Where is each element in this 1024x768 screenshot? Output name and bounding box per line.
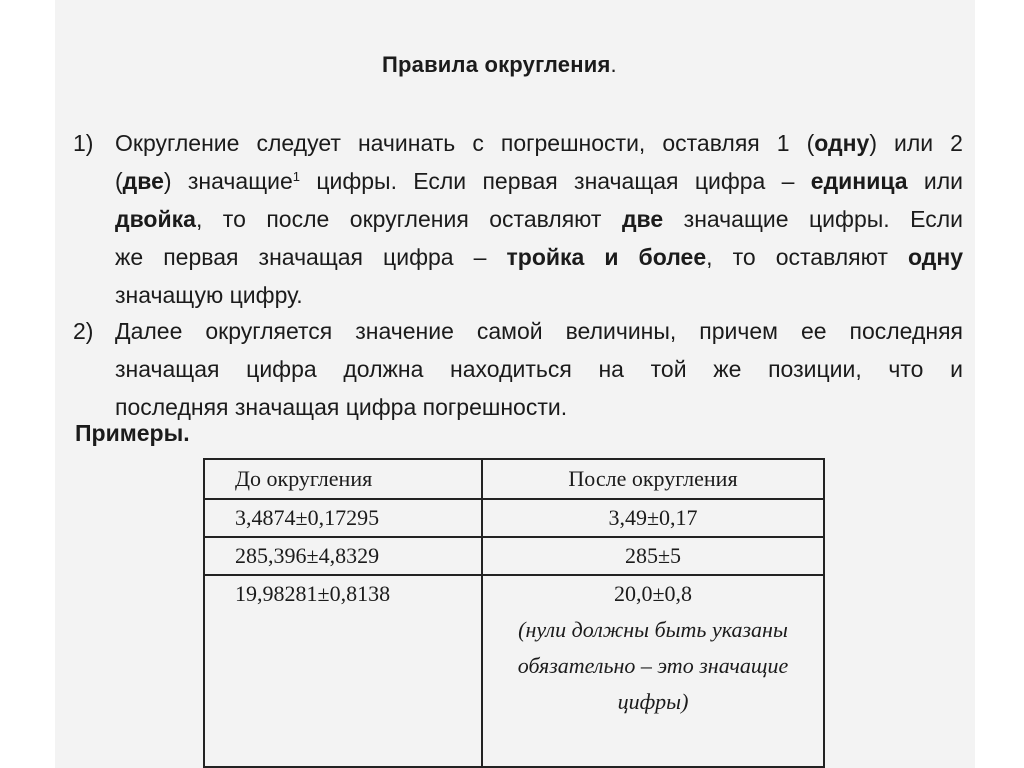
rule-line: [115, 350, 963, 388]
note-line: (нули должны быть указаны: [518, 617, 788, 642]
cell-after: 20,0±0,8: [613, 581, 693, 606]
rule-number: 1): [73, 130, 94, 156]
emphasis-text: тройка и более: [506, 244, 707, 270]
text-run: значащая цифра должна находиться на той же позиции, что и: [115, 356, 963, 382]
cell-after-with-note: [482, 575, 824, 767]
table-row: [204, 499, 824, 537]
table-row: [204, 537, 824, 575]
cell-after: 3,49±0,17: [482, 499, 824, 537]
note-line: цифры): [617, 689, 689, 714]
emphasis-text: одну: [814, 130, 870, 156]
emphasis-text: двойка: [115, 206, 196, 232]
rule-line: [115, 124, 963, 162]
table-row: [204, 575, 824, 767]
rule-line: [115, 200, 963, 238]
text-run: же первая значащая цифра –: [115, 244, 507, 270]
text-run: (: [115, 168, 123, 194]
text-run: , то оставляют: [706, 244, 908, 270]
text-run: ) значащие: [163, 168, 293, 194]
text-run: ) или 2: [869, 130, 963, 156]
cell-before: 285,396±4,8329: [204, 537, 482, 575]
emphasis-text: две: [621, 206, 664, 232]
column-header-after: После округления: [482, 459, 824, 499]
text-run: или: [907, 168, 963, 194]
examples-heading: Примеры.: [75, 420, 190, 446]
text-run: значащие цифры. Если: [663, 206, 963, 232]
text-run: Далее округляется значение самой величины, причем ее последняя: [115, 318, 963, 344]
text-run: последняя значащая цифра погрешности.: [115, 394, 568, 420]
table-header-row: [204, 459, 824, 499]
emphasis-text: две: [122, 168, 164, 194]
emphasis-text: одну: [907, 244, 963, 270]
rule-line: [115, 162, 963, 200]
emphasis-text: единица: [810, 168, 908, 194]
rule-line: [115, 238, 963, 276]
examples-table: [203, 458, 825, 768]
text-run: значащую цифру.: [115, 282, 303, 308]
text-run: цифры. Если первая значащая цифра –: [300, 168, 811, 194]
cell-after: 285±5: [482, 537, 824, 575]
cell-before: 3,4874±0,17295: [204, 499, 482, 537]
column-header-before: До округления: [204, 459, 482, 499]
rule-number: 2): [73, 318, 94, 344]
text-run: Округление следует начинать с погрешности, оставляя 1 (: [115, 130, 815, 156]
page-title: Правила округления.: [382, 52, 617, 77]
cell-before: 19,98281±0,8138: [204, 575, 482, 767]
note-line: обязательно – это значащие: [517, 653, 789, 678]
note-text: [483, 612, 823, 720]
rule-line: [115, 312, 963, 350]
rule-line: [115, 276, 303, 314]
footnote-marker: 1: [292, 169, 300, 184]
text-run: , то после округления оставляют: [195, 206, 622, 232]
